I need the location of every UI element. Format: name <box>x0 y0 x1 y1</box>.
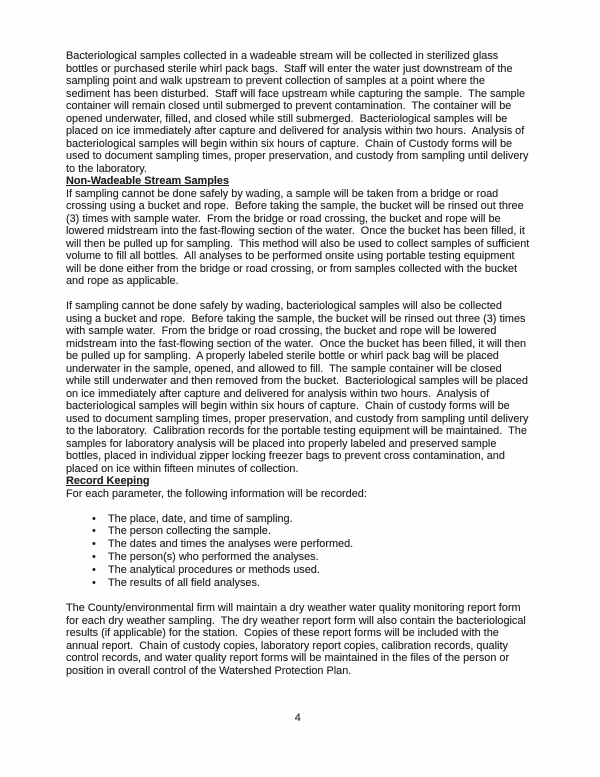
record-keeping-list <box>66 513 530 590</box>
section-heading-record-keeping: Record Keeping <box>66 475 150 487</box>
non-wadeable-paragraph-1: If sampling cannot be done safely by wading, a sample will be taken from a bridge or road crossing using a bucket and rope. Before taking the sample, the bucket will be rinsed out three (3) times with sample water. From the bridge or road crossing, the bucket and rope will be lowered midstream into the fast-flowing section of the water. Once the bucket has been filled, it will then be pulled up for sampling. This method will also be used to collect samples of sufficient volume to fill all bottles. All analyses to be performed onsite using portable testing equipment will be done either from the bridge or road crossing, or from samples collected with the bucket and rope as applicable. <box>66 187 533 287</box>
non-wadeable-paragraph-2: If sampling cannot be done safely by wading, bacteriological samples will also be collected using a bucket and rope. Before taking the sample, the bucket will be rinsed out three (3) times with sample water. From the bridge or road crossing, the bucket and rope will be lowered midstream into the fast-flowing section of the water. Once the bucket has been filled, it will then be pulled up for sampling. A properly labeled sterile bottle or whirl pack bag will be placed underwater in the sample, opened, and allowed to fill. The sample container will be closed while still underwater and then removed from the bucket. Bacteriological samples will be placed on ice immediately after capture and delivered for analysis within two hours. Analysis of bacteriological samples will begin within six hours of capture. Chain of custody forms will be used to document sampling times, proper preservation, and custody from sampling until delivery to the laboratory. Calibration records for the portable testing equipment will be maintained. The samples for laboratory analysis will be placed into properly labeled and preserved sample bottles, placed in individual zipper locking freezer bags to prevent cross contamination, and placed on ice within fifteen minutes of collection. <box>66 300 532 475</box>
list-item <box>66 538 530 551</box>
list-item <box>66 513 530 526</box>
intro-paragraph: Bacteriological samples collected in a wadeable stream will be collected in sterilized glass bottles or purchased sterile whirl pack bags. Staff will enter the water just downstream of the sampling point and walk upstream to prevent collection of samples at a point where the sediment has been disturbed. Staff will face upstream while capturing the sample. The sample container will remain closed until submerged to prevent contamination. The container will be opened underwater, filled, and closed while still submerged. Bacteriological samples will be placed on ice immediately after capture and delivered for analysis within two hours. Analysis of bacteriological samples will begin within six hours of capture. Chain of Custody forms will be used to document sampling times, proper preservation, and custody from sampling until delivery to the laboratory. <box>66 50 532 175</box>
record-keeping-lead-in: For each parameter, the following information will be recorded: <box>66 487 367 500</box>
list-item <box>66 577 530 590</box>
section-heading-non-wadeable-stream-samples: Non-Wadeable Stream Samples <box>66 175 230 187</box>
list-item-text: The results of all field analyses. <box>108 577 260 590</box>
bullet-icon: • <box>92 551 96 564</box>
bullet-icon: • <box>92 564 96 577</box>
page-content <box>66 50 533 677</box>
list-item <box>66 564 530 577</box>
bullet-icon: • <box>92 512 96 525</box>
closing-paragraph: The County/environmental firm will maintain a dry weather water quality monitoring report form for each dry weather sampling. The dry weather report form will also contain the bacteriological results (if applicable) for the station. Copies of these report forms will be included with the annual report. Chain of custody copies, laboratory report copies, calibration records, quality control records, and water quality report forms will be maintained in the files of the person or position in overall control of the Watershed Protection Plan. <box>66 602 529 677</box>
bullet-icon: • <box>92 525 96 538</box>
list-item-text: The place, date, and time of sampling. <box>108 512 293 525</box>
page-number: 4 <box>294 712 301 724</box>
bullet-icon: • <box>92 538 96 551</box>
list-item <box>66 525 530 538</box>
bullet-icon: • <box>92 577 96 590</box>
list-item-text: The person(s) who performed the analyses. <box>108 551 319 564</box>
list-item-text: The dates and times the analyses were performed. <box>108 538 354 551</box>
list-item-text: The person collecting the sample. <box>108 525 271 538</box>
list-item-text: The analytical procedures or methods used. <box>108 564 320 577</box>
list-item <box>66 551 530 564</box>
